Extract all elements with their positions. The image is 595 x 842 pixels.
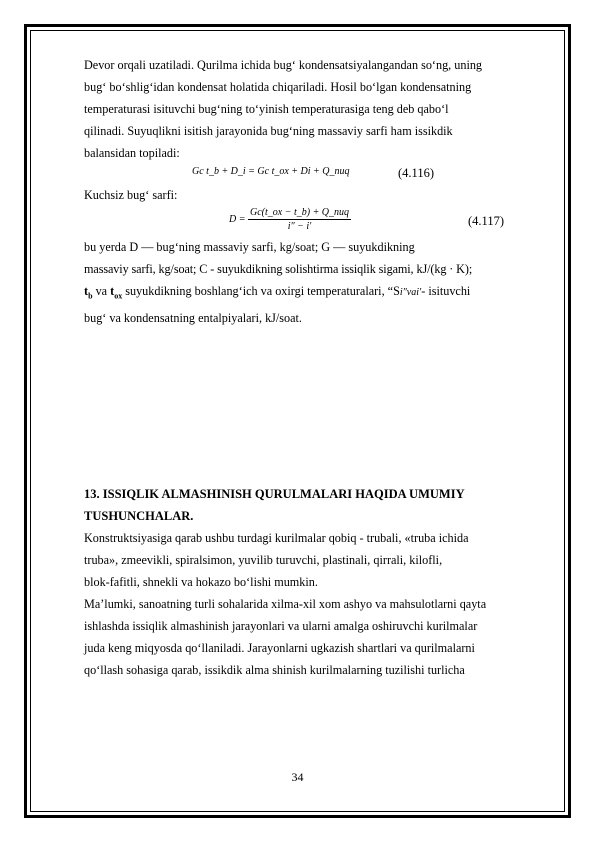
paragraph-line: Konstruktsiyasiga qarab ushbu turdagi kurilmalar qobiq - trubali, «truba ichida xyxy=(84,531,469,546)
formula-4-117 xyxy=(84,206,554,236)
symbol-tb: $t_b$ xyxy=(84,284,93,301)
paragraph-line: massaviy sarfi, kg/soat; C - suyukdikning solishtirma issiqlik sigami, kJ/(kg · K); xyxy=(84,262,473,276)
symbol-tox: $t_{ox}$ xyxy=(110,284,123,301)
formula-numerator: Gc(t_ox − t_b) + Q_nuq xyxy=(250,207,350,218)
paragraph-line: $t_b$ va $t_{ox}$ suyukdikning boshlang‘ich va oxirgi temperaturalari, “Si″vai′- isituvchi xyxy=(84,284,471,301)
section-heading: TUSHUNCHALAR. xyxy=(84,509,194,524)
formula-fraction xyxy=(248,206,351,233)
paragraph-line: bu yerda D — bug‘ning massaviy sarfi, kg/soat; G — suyukdikning xyxy=(84,240,415,254)
paragraph-line: temperaturasi isituvchi bug‘ning to‘yinish temperaturasiga teng deb qabo‘l xyxy=(84,102,449,116)
paragraph-line: Kuchsiz bug‘ sarfi: xyxy=(84,188,178,202)
paragraph-line: bug‘ va kondensatning entalpiyalari, kJ/soat. xyxy=(84,311,302,326)
formula-number: (4.116) xyxy=(398,166,434,180)
blank-space xyxy=(84,329,554,483)
section-heading: 13. ISSIQLIK ALMASHINISH QURULMALARI HAQIDA UMUMIY xyxy=(84,487,465,502)
paragraph-line: qilinadi. Suyuqlikni isitish jarayonida bug‘ning massaviy sarfi ham issikdik xyxy=(84,124,453,138)
paragraph-line: ishlashda issiqlik almashinish jarayonlari va ularni amalga oshiruvchi kurilmalar xyxy=(84,619,478,634)
paragraph-line: Ma’lumki, sanoatning turli sohalarida xilma-xil xom ashyo va mahsulotlarni qayta xyxy=(84,597,487,612)
page-number: 34 xyxy=(291,770,304,784)
formula-4-116 xyxy=(84,164,554,184)
paragraph-line: juda keng miqyosda qo‘llaniladi. Jarayonlarni ugkazish shartlari va qurilmalarni xyxy=(84,641,475,656)
paragraph-line: bug‘ bo‘shlig‘idan kondensat holatida chiqariladi. Hosil bo‘lgan kondensatning xyxy=(84,80,472,94)
formula-lhs: D = xyxy=(229,214,246,225)
document-body xyxy=(84,54,554,681)
paragraph-line: Devor orqali uzatiladi. Qurilma ichida bug‘ kondensatsiyalangandan so‘ng, uning xyxy=(84,58,483,72)
formula-text: Gc t_b + D_i = Gc t_ox + Di + Q_nuq xyxy=(192,166,350,177)
paragraph-line: balansidan topiladi: xyxy=(84,146,180,160)
paragraph-line: blok-fafitli, shnekli va hokazo bo‘lishi mumkin. xyxy=(84,575,318,590)
paragraph-line: truba», zmeevikli, spiralsimon, yuvilib turuvchi, plastinali, qirrali, kilofli, xyxy=(84,553,443,568)
formula-denominator: i″ − i′ xyxy=(287,221,312,232)
formula-number: (4.117) xyxy=(468,214,504,228)
paragraph-line: qo‘llash sohasiga qarab, issikdik alma shinish kurilmalarning tuzilishi turlicha xyxy=(84,663,465,678)
